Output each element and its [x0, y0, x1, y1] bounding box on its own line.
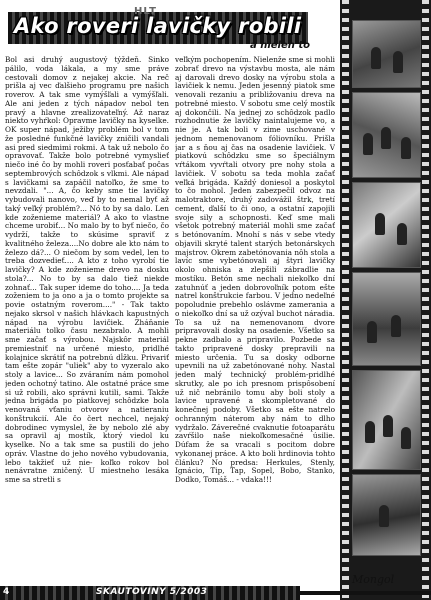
- article-title: Ako roveri lavičky robili: [14, 14, 302, 38]
- person-figure: [401, 427, 411, 449]
- headline-ghost-text: HLT: [134, 6, 157, 17]
- article-column-2: veľkým pochopením. Nielenže sme si mohli zobrať drevo na výstavbu mosta, ale nám aj darovali drevo dosky na výrobu stola a lavičiek k nemu. Jeden jesenný piatok sme venovali rezaniu a približovaniu dreva na potrebné miesto. V sobotu sme celý mostík aj dokončili. Na jednej zo schôdzok padlo rozhodnutie že lavičky naintalujeme vo, a nie je. A tak boli v zime uschované v jednom nemenovanom fóliovníku. Prišla jar a s ňou aj čas na osadenie lavičiek. V piatkovú schôdzku sme so špeciálnym vŕtákom vyvŕtali otvory pre nohy stola a lavičiek. V sobotu sa teda mohla začať veľká brigáda. Každý doniesol a poskytol to čo mohol. Jeden zabezpečil odvoz na malotraktore, druhý zadovážil štrk, tretí cement, ďalší to či ono, a ostatní zapojili svoje sily a schopnosti. Keď sme mali všetok potrebný materiál mohli sme začať s betónovaním. Mnohí s nás v sebe vtedy objavili skryté talent starých betonárskych majstrov. Okrem zabetónovania nôh stola a lavíc sme vybetónovali aj štyri lavičky okolo ohniska a zlepšili zábradlie na mostíku. Betón sme nechali niekoľko dní zatuhnúť a jeden dobrovoľník potom ešte natrel konštrukcie farbou. V jedno nedeľné popoludnie prebehlo oslávme zamerania a o niekoľko dní sa už ozýval buchot náradia. To sa už na nemenovanom dvore pripravovali dosky na osadenie. Všetko sa pekne zadbalo a pripravilo. Pozbede sa takto pripravené dosky prepravili na miesto určenia. Tu sa dosky odborne upevnili na už zabetónované nohy. Nastal jeden malý technický problém-pridlhé skrutky, ale po ich presnom prispôsobení už nič nebránilo tomu aby boli stoly a lavice upravené a skompletované do konečnej podoby. Všetko sa ešte natrelo ochranným náterom aby nám to dlho vydržalo. Záverečné cvaknutie fotoaparátu zavŕšilo naše niekoľkomesačné úsilie. Dúfam že sa vracali s pocitom dobre vykonanej práce. A kto boli hrdinovia tohto článku? No predsa: Herkules, Stenly, Ignácio, Tip, Tap, Sopel, Bobo, Stanko, Dodko, Tomáš... - vdaka!!!: [175, 56, 335, 484]
- person-figure: [379, 505, 389, 527]
- footer-rule: [300, 591, 431, 595]
- photo-finished-benches: [352, 474, 421, 556]
- person-figure: [371, 47, 381, 69]
- person-figure: [393, 51, 403, 73]
- person-figure: [367, 321, 377, 343]
- person-figure: [365, 421, 375, 443]
- photo-concrete: [352, 370, 421, 470]
- person-figure: [375, 213, 385, 235]
- page-footer: [0, 586, 431, 600]
- person-figure: [363, 133, 373, 155]
- person-figure: [401, 137, 411, 159]
- person-figure: [397, 223, 407, 245]
- person-figure: [381, 127, 391, 149]
- person-figure: [391, 315, 401, 337]
- person-figure: [383, 415, 393, 437]
- page-number: 4: [3, 587, 10, 597]
- article-column-1: Bol asi druhý augustový týždeň. Sinko pálilo, voda lákala, a my sme práve cestovali domov z nejakej akcie. Na reč prišla aj vec ďalšieho programu pre našich roverov. A tak sme vymýšľali a vymýšľali. Ale ani jeden z tých nápadov nebol ten pravý a hlavne zrealizovateľný. Až naraz niekto vyhŕkol: Opravme lavičky na kyselke. OK super nápad, ježiby problém bol v tom že posledné funkčné lavičky zničili vandali asi pred siedmimi rokmi. A tak už nebolo čo opravovať. Takže bolo potrebné vymyslieť niečo iné čo by mohli roveri posťabať počas septembrových schôdzok s vlkmi. Ale nápad s lavičkami sa zapáčil natoľko, že sme to nevzdali. "... A, čo keby sme tie lavičky vybudovali nanovo, veď by to nemal byť až taký veľký problém?... Nó to by sa dalo. Len kde zoženieme materiál? A ako to vlastne chceme urobiť... No malo by to byť niečo, čo vydrží, takže to skúsime spraviť z kvalitného železa....No dobre ale kto nám to železo dá?... O niečom by som vedel, len to treba dozvedieť.... A kto z toho vyrobí tie lavičky? A kde zoženieme drevo na dosku stola?... No to by sa dalo tiež niekde zohnať... Tak super ideme do toho.... Ja teda zoženiem to ja ono a ja o tomto projekte sa povie ostatným roverom...." - Tak takto nejako skrsol v našich hlávkach kapustných nápad na výrobu lavičiek. Zháňanie materiálu tolko času nezabralo. A mohli sme začať s výrobou. Najskôr materiál premiestniť na určené miesto, pridlhé kolajnice skrátiť na potrebnú dĺžku. Privariť tam ešte zopár "uliek" aby to vyzeralo ako stoly a lavice... So zváraním nám pomohol jeden ochotný tatino. Ale ostatné práce sme si už robili, ako správni kutili, sami. Takže jedna brigáda po piatkovej schôdzke bola venovaná vťaniu otvorov a natieraniu konštrukcií. Ale čo čert nechcel, nejaký dobrodinec vymyslel, že by nebolo zlé aby sa opravil aj mostík, ktorý viedol ku kyselke. No a tak sme sa pustili do jeho opráv. Vlastne do jeho nového vybudovania, lebo takžieť už nie- koľko rokov bol nenávratne zničený. U miestneho lesáka sme sa stretli s: [5, 56, 169, 484]
- photo-digging: [352, 182, 421, 268]
- article-subtitle: a nielen to: [250, 40, 311, 51]
- magazine-issue: SKAUTOVINY 5/2003: [96, 587, 208, 597]
- author-signature: Mongol: [352, 573, 395, 586]
- photo-group-working: [352, 92, 421, 178]
- photo-bench-frame: [352, 272, 421, 366]
- photo-filmstrip: [340, 0, 431, 600]
- photo-work-site: [352, 20, 421, 88]
